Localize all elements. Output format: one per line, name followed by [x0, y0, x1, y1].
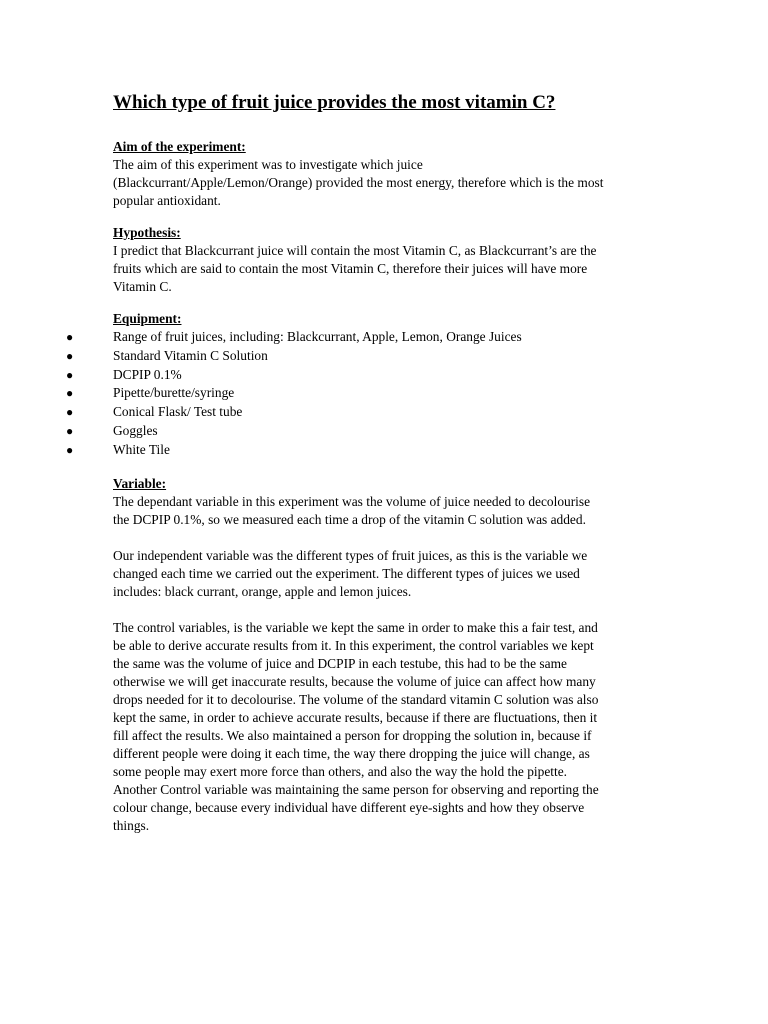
text-line: different people were doing it each time, the way there dropping the juice will change, as [113, 746, 590, 761]
list-item [66, 366, 673, 385]
text-line: popular antioxidant. [113, 193, 221, 208]
aim-heading: Aim of the experiment: [113, 139, 246, 154]
bullet-icon: ● [66, 405, 74, 420]
text-line: drops needed for it to decolourise. The volume of the standard vitamin C solution was also [113, 692, 599, 707]
list-item-text: Standard Vitamin C Solution [113, 347, 268, 363]
bullet-icon: ● [66, 423, 74, 438]
list-item-text: Pipette/burette/syringe [113, 385, 235, 401]
text-line: the same was the volume of juice and DCPIP in each testube, this had to be the same [113, 656, 567, 671]
document-title: Which type of fruit juice provides the most vitamin C? [113, 92, 556, 113]
text-line: fruits which are said to contain the most Vitamin C, therefore their juices will have more [113, 261, 588, 276]
text-line: includes: black currant, orange, apple and lemon juices. [113, 584, 412, 599]
independent-variable-paragraph [113, 547, 673, 601]
text-line: things. [113, 818, 150, 833]
text-line: The dependant variable in this experiment was the volume of juice needed to decolourise [113, 494, 591, 509]
list-item [66, 403, 673, 422]
list-item-text: DCPIP 0.1% [113, 366, 182, 382]
equipment-heading: Equipment: [113, 311, 182, 326]
text-line: Another Control variable was maintaining the same person for observing and reporting the [113, 782, 599, 797]
aim-section [113, 138, 673, 210]
list-item [66, 384, 673, 403]
variable-section [113, 475, 673, 835]
text-line: I predict that Blackcurrant juice will contain the most Vitamin C, as Blackcurrant’s are the [113, 243, 597, 258]
bullet-icon: ● [66, 330, 74, 344]
text-line: otherwise we will get inaccurate results, because the volume of juice can affect how many [113, 674, 596, 689]
list-item-text: Conical Flask/ Test tube [113, 404, 243, 420]
text-line: Vitamin C. [113, 279, 172, 294]
text-line: some people may exert more force than others, and also the way the hold the pipette. [113, 764, 568, 779]
list-item [66, 422, 673, 441]
control-variables-paragraph [113, 619, 673, 835]
hypothesis-heading: Hypothesis: [113, 225, 181, 240]
list-item [66, 328, 673, 347]
aim-paragraph [113, 156, 673, 210]
bullet-icon: ● [66, 367, 74, 382]
text-line: be able to derive accurate results from it. In this experiment, the control variables we kept [113, 638, 594, 653]
hypothesis-paragraph [113, 242, 673, 296]
list-item [66, 441, 673, 460]
text-line: changed each time we carried out the experiment. The different types of juices we used [113, 566, 580, 581]
text-line: the DCPIP 0.1%, so we measured each time a drop of the vitamin C solution was added. [113, 512, 586, 527]
list-item [66, 347, 673, 366]
bullet-icon: ● [66, 386, 74, 401]
list-item-text: Range of fruit juices, including: Blackcurrant, Apple, Lemon, Orange Juices [113, 329, 522, 344]
bullet-icon: ● [66, 442, 74, 457]
bullet-icon: ● [66, 348, 74, 363]
list-item-text: Goggles [113, 422, 158, 438]
text-line: colour change, because every individual have different eye-sights and how they observe [113, 800, 585, 815]
equipment-section [66, 310, 673, 460]
variable-heading: Variable: [113, 476, 167, 491]
list-item-text: White Tile [113, 441, 170, 457]
text-line: The aim of this experiment was to investigate which juice [113, 157, 423, 172]
text-line: kept the same, in order to achieve accurate results, because if there are fluctuations, then it [113, 710, 598, 725]
dependent-variable-paragraph [113, 493, 673, 529]
text-line: fill affect the results. We also maintained a person for dropping the solution in, because if [113, 728, 592, 743]
text-line: The control variables, is the variable we kept the same in order to make this a fair test, and [113, 620, 598, 635]
equipment-list [66, 328, 673, 460]
text-line: Our independent variable was the different types of fruit juices, as this is the variable we [113, 548, 588, 563]
hypothesis-section [113, 224, 673, 296]
text-line: (Blackcurrant/Apple/Lemon/Orange) provided the most energy, therefore which is the most [113, 175, 604, 190]
